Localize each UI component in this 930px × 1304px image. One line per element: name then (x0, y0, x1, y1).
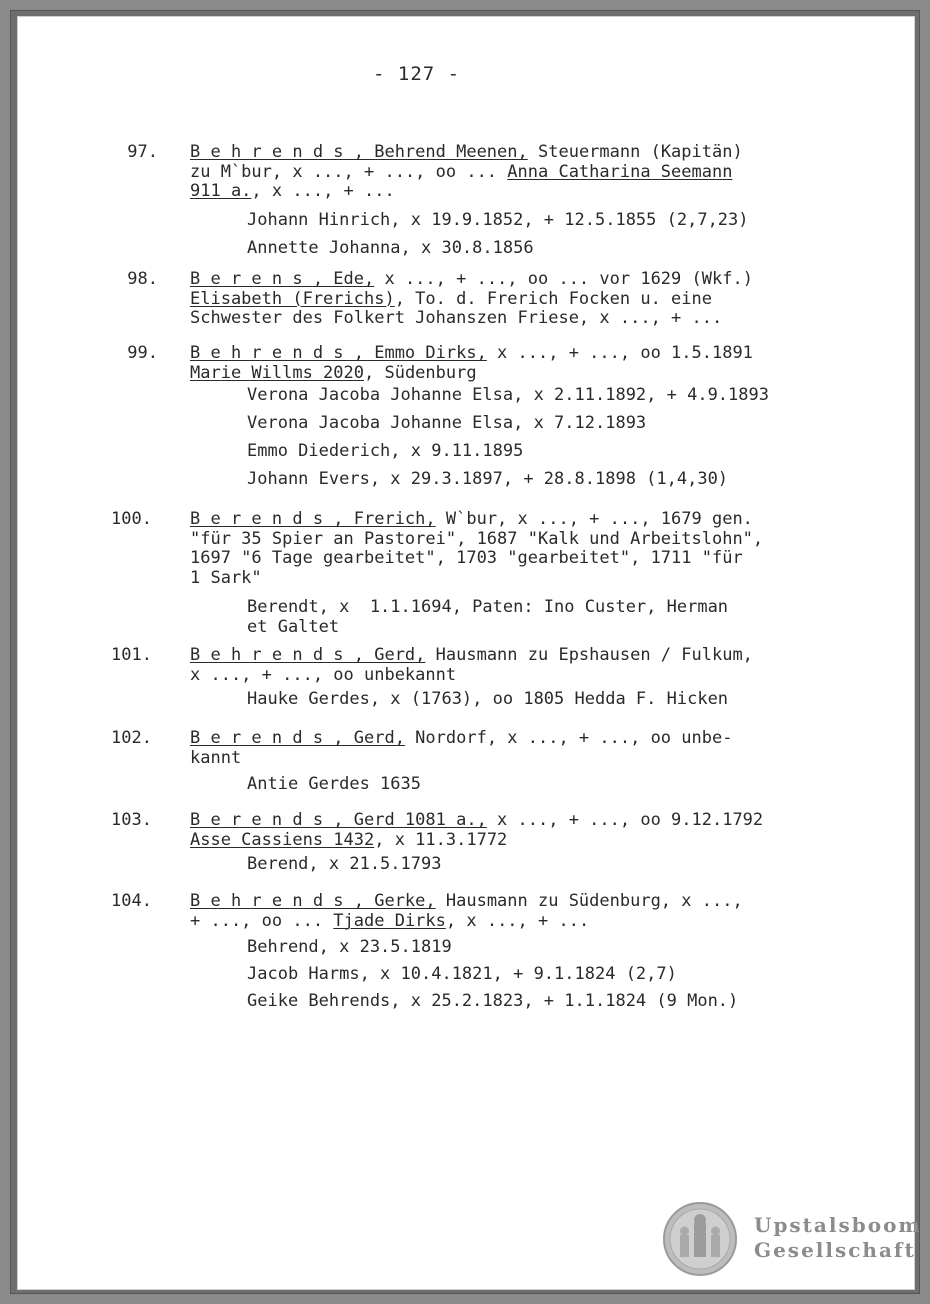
entry-body: B e r e n d s , Gerd 1081 a., x ..., + ..., oo 9.12.1792 Asse Cassiens 1432, x 11.3.1772 (190, 810, 764, 850)
entry-name: B e h r e n d s , Emmo Dirks, (190, 343, 487, 363)
entry-name: B e r e n s , Ede, (190, 269, 375, 289)
child-line: Verona Jacoba Johanne Elsa, x 2.11.1892, + 4.9.1893 (247, 385, 769, 405)
entry-body: B e r e n s , Ede, x ..., + ..., oo ... vor 1629 (Wkf.) Elisabeth (Frerichs), To. d. Frerich Focken u. eine Schwester des Folkert Johanszen Friese, x ..., + ... (190, 269, 753, 328)
entry-number: 102. (111, 728, 152, 748)
entry-name: B e r e n d s , Gerd 1081 a., (190, 810, 487, 830)
child-line: Johann Evers, x 29.3.1897, + 28.8.1898 (1,4,30) (247, 469, 729, 489)
child-line: Verona Jacoba Johanne Elsa, x 7.12.1893 (247, 413, 647, 433)
upstalsboom-seal-icon (662, 1201, 738, 1277)
child-line: Hauke Gerdes, x (1763), oo 1805 Hedda F. Hicken (247, 689, 729, 709)
entry-name: B e h r e n d s , Behrend Meenen, (190, 142, 528, 162)
entry-number: 97. (127, 142, 158, 162)
child-line: Berendt, x 1.1.1694, Paten: Ino Custer, Herman (247, 597, 729, 617)
page-number: - 127 - (373, 63, 461, 85)
entry-body: B e r e n d s , Gerd, Nordorf, x ..., + ..., oo unbe- kannt (190, 728, 733, 768)
entry-number: 100. (111, 509, 152, 529)
entry-number: 99. (127, 343, 158, 363)
entry-body: B e r e n d s , Frerich, W`bur, x ..., + ..., 1679 gen. "für 35 Spier an Pastorei", 1687 "Kalk und Arbeitslohn", 1697 "6 Tage gearbeitet", 1703 "gearbeitet", 1711 "für 1 Sark" (190, 509, 764, 588)
entry-number: 103. (111, 810, 152, 830)
entry-name: B e h r e n d s , Gerke, (190, 891, 436, 911)
child-line: et Galtet (247, 617, 340, 637)
entry-body: B e h r e n d s , Gerd, Hausmann zu Epshausen / Fulkum, x ..., + ..., oo unbekannt (190, 645, 753, 685)
child-line: Jacob Harms, x 10.4.1821, + 9.1.1824 (2,7) (247, 964, 677, 984)
child-line: Antie Gerdes 1635 (247, 774, 421, 794)
entry-body: B e h r e n d s , Gerke, Hausmann zu Südenburg, x ..., + ..., oo ... Tjade Dirks, x ..., + ... (190, 891, 743, 931)
child-line: Berend, x 21.5.1793 (247, 854, 442, 874)
child-line: Geike Behrends, x 25.2.1823, + 1.1.1824 (9 Mon.) (247, 991, 739, 1011)
entry-number: 104. (111, 891, 152, 911)
entry-number: 101. (111, 645, 152, 665)
brand-name: Upstalsboom Gesellschaft (754, 1213, 922, 1262)
child-line: Johann Hinrich, x 19.9.1852, + 12.5.1855 (2,7,23) (247, 210, 749, 230)
entry-name: B e r e n d s , Gerd, (190, 728, 405, 748)
entry-body: B e h r e n d s , Behrend Meenen, Steuermann (Kapitän) zu M`bur, x ..., + ..., oo ... Anna Catharina Seemann 911 a., x ..., + ... (190, 142, 743, 201)
entry-body: B e h r e n d s , Emmo Dirks, x ..., + ..., oo 1.5.1891 Marie Willms 2020, Südenburg (190, 343, 753, 383)
entry-number: 98. (127, 269, 158, 289)
child-line: Annette Johanna, x 30.8.1856 (247, 238, 534, 258)
child-line: Behrend, x 23.5.1819 (247, 937, 452, 957)
child-line: Emmo Diederich, x 9.11.1895 (247, 441, 524, 461)
document-page (17, 16, 922, 1290)
entry-name: B e h r e n d s , Gerd, (190, 645, 426, 665)
entry-name: B e r e n d s , Frerich, (190, 509, 436, 529)
